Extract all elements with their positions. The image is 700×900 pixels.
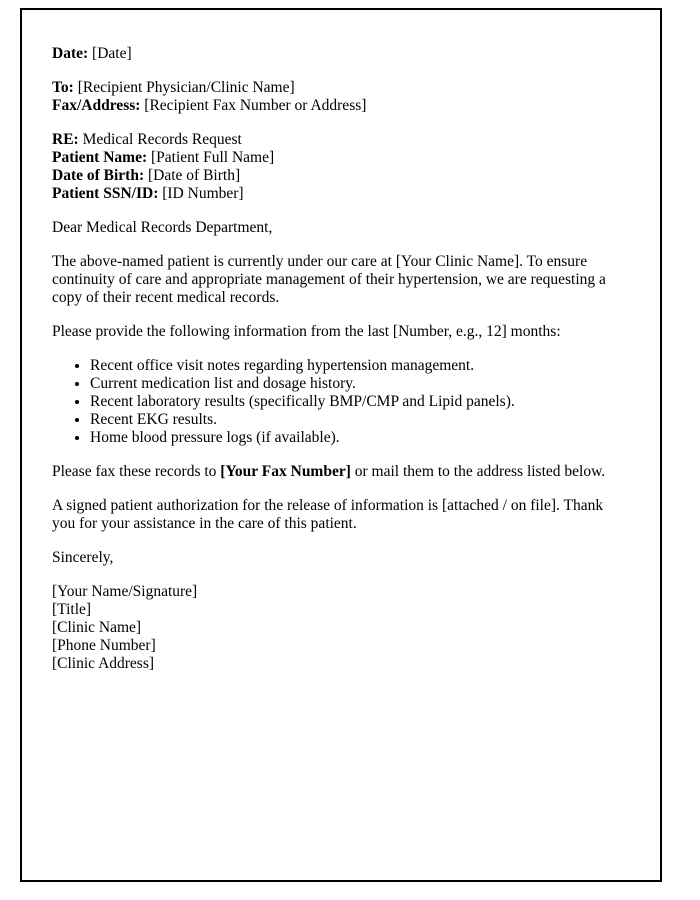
re-label: RE: (52, 131, 79, 148)
paragraph-request-intro: Please provide the following information from the last [Number, e.g., 12] months: (52, 323, 561, 340)
ssn-line (52, 185, 628, 203)
signature-name: [Your Name/Signature] (52, 583, 198, 600)
to-value: [Recipient Physician/Clinic Name] (73, 79, 295, 96)
ssn-value: [ID Number] (158, 185, 244, 202)
date-value: [Date] (88, 45, 132, 62)
patient-name-line (52, 149, 628, 167)
patient-name-label: Patient Name: (52, 149, 148, 166)
dob-label: Date of Birth: (52, 167, 145, 184)
paragraph-fax-instruction (52, 463, 628, 481)
list-item: • Home blood pressure logs (if available). (90, 429, 628, 447)
list-item: • Recent EKG results. (90, 411, 628, 429)
fax-address-label: Fax/Address: (52, 97, 141, 114)
requested-records-list (52, 357, 628, 447)
salutation: Dear Medical Records Department, (52, 219, 273, 236)
date-label: Date: (52, 45, 89, 62)
paragraph-care-statement: The above-named patient is currently under our care at [Your Clinic Name]. To ensure continuity of care and appropriate management of their hypertension, we are requesting a copy of their recent medical records. (52, 253, 606, 306)
signature-clinic-address: [Clinic Address] (52, 655, 155, 672)
to-line (52, 79, 628, 97)
paragraph-authorization: A signed patient authorization for the release of information is [attached / on file]. Thank you for your assistance in the care of this patient. (52, 497, 604, 532)
re-line (52, 131, 628, 149)
list-item: • Recent office visit notes regarding hypertension management. (90, 357, 628, 375)
re-value: Medical Records Request (78, 131, 242, 148)
date-line (52, 45, 628, 63)
dob-line (52, 167, 628, 185)
signature-title: [Title] (52, 601, 92, 618)
letter-page (20, 8, 662, 882)
fax-instruction-pre: Please fax these records to (52, 463, 221, 480)
to-label: To: (52, 79, 74, 96)
closing: Sincerely, (52, 549, 114, 566)
patient-name-value: [Patient Full Name] (147, 149, 275, 166)
fax-number-placeholder: [Your Fax Number] (220, 463, 351, 480)
dob-value: [Date of Birth] (144, 167, 241, 184)
signature-clinic-name: [Clinic Name] (52, 619, 142, 636)
fax-address-line (52, 97, 628, 115)
fax-address-value: [Recipient Fax Number or Address] (140, 97, 367, 114)
list-item: • Current medication list and dosage history. (90, 375, 628, 393)
signature-phone: [Phone Number] (52, 637, 156, 654)
fax-instruction-post: or mail them to the address listed below. (350, 463, 606, 480)
list-item: • Recent laboratory results (specifically BMP/CMP and Lipid panels). (90, 393, 628, 411)
ssn-label: Patient SSN/ID: (52, 185, 159, 202)
